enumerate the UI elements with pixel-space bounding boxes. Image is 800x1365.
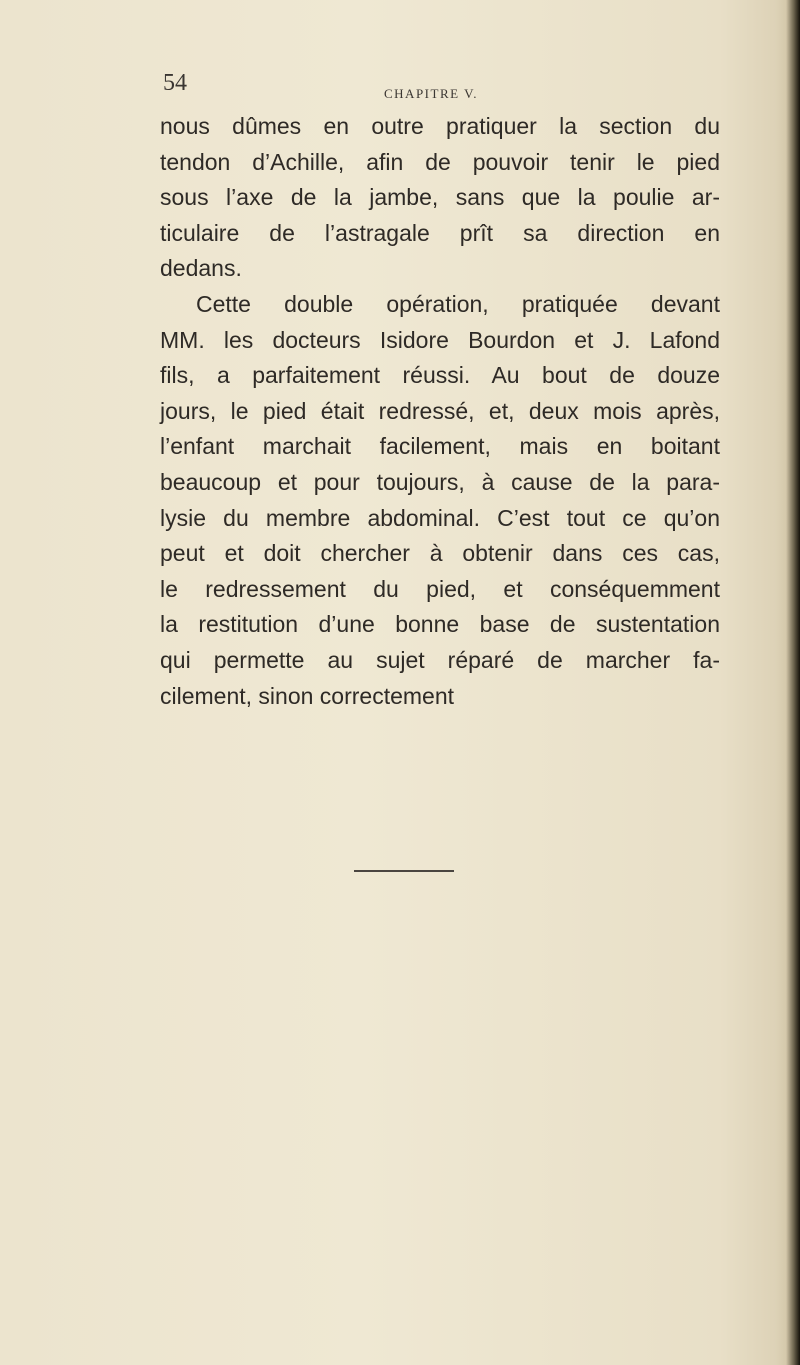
text-line: fils, a parfaitement réussi. Au bout de douze: [160, 362, 720, 389]
text-line: ticulaire de l’astragale prît sa direction en: [160, 219, 720, 246]
text-line: lysie du membre abdominal. C’est tout ce qu’on: [160, 504, 720, 531]
text-line: nous dûmes en outre pratiquer la section du: [160, 113, 720, 139]
text-line: le redressement du pied, et conséquemment: [160, 575, 720, 602]
text-line: beaucoup et pour toujours, à cause de la para-: [160, 468, 720, 495]
page-number: 54: [163, 70, 187, 96]
binding-shadow: [786, 0, 800, 1365]
text-line: peut et doit chercher à obtenir dans ces cas,: [160, 540, 720, 567]
text-line: la restitution d’une bonne base de sustentation: [160, 611, 720, 638]
text-line: dedans.: [160, 255, 242, 282]
text-line: Cette double opération, pratiquée devant: [196, 290, 720, 317]
text-line: qui permette au sujet réparé de marcher fa-: [160, 646, 720, 673]
text-line: MM. les docteurs Isidore Bourdon et J. Lafond: [160, 326, 720, 353]
running-head: CHAPITRE V.: [384, 86, 479, 101]
body-text: [160, 109, 720, 714]
section-rule: [354, 870, 454, 872]
text-line: tendon d’Achille, afin de pouvoir tenir le pied: [160, 148, 720, 175]
text-line: sous l’axe de la jambe, sans que la poulie ar-: [160, 184, 720, 211]
text-line: cilement, sinon correctement: [160, 682, 455, 709]
text-line: jours, le pied était redressé, et, deux mois après,: [160, 397, 720, 424]
text-line: l’enfant marchait facilement, mais en boitant: [160, 433, 720, 460]
